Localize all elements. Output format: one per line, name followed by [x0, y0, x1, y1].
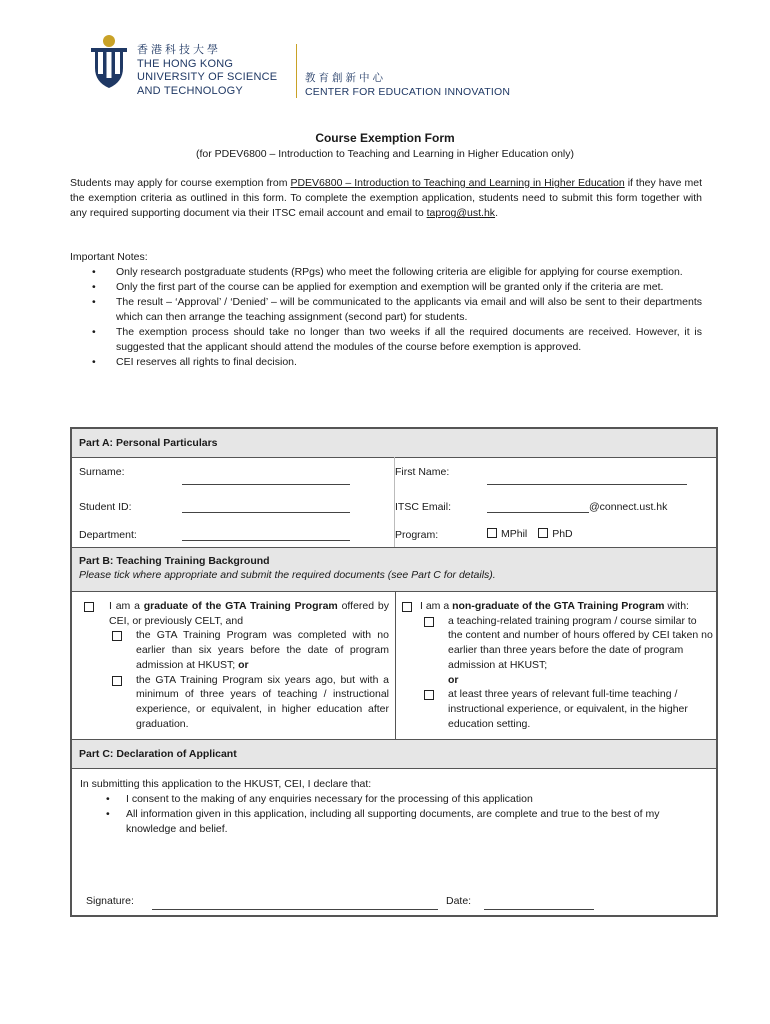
note-item: • CEI reserves all rights to final decision.: [70, 355, 702, 370]
student-id-input[interactable]: [182, 512, 350, 513]
non-graduate-sub2-label: at least three years of relevant full-time teaching / instructional experience, or equivalent, in the higher education setting.: [448, 688, 688, 730]
phd-label: PhD: [552, 528, 573, 540]
department-label: Department:: [79, 529, 137, 541]
non-graduate-suboption-1: [402, 614, 714, 688]
non-graduate-row: [402, 599, 714, 614]
graduate-option: [84, 599, 389, 731]
header-divider: [296, 44, 297, 98]
non-graduate-checkbox[interactable]: [402, 602, 412, 612]
part-b-heading: Part B: Teaching Training Background: [79, 555, 270, 567]
non-graduate-sub1-label: a teaching-related training program / course similar to the content and number of hours offered by CEI taken no earlier than three years before the date of program admission at HKUST;: [448, 614, 713, 671]
graduate-sub2-checkbox[interactable]: [112, 676, 122, 686]
graduate-row: [84, 599, 389, 628]
part-a-column-divider: [394, 457, 395, 547]
intro-text-2: if they have met the exemption criteria as outlined in this form. To complete the exemption application, students need to submit this form together with any required supporting document via their ITSC email account and email to: [70, 177, 703, 219]
part-a-heading: Part A: Personal Particulars: [79, 437, 218, 449]
form-subtitle: (for PDEV6800 – Introduction to Teaching and Learning in Higher Education only): [195, 148, 575, 160]
date-input[interactable]: [484, 909, 594, 910]
center-name: [305, 72, 510, 99]
graduate-sub1-text: [136, 628, 389, 672]
graduate-intro-a: I am a: [109, 600, 144, 612]
center-chinese-name: 教育創新中心: [305, 72, 386, 84]
graduate-sub1-label: the GTA Training Program was completed with no earlier than six years before the date of program admission at HKUST;: [136, 629, 389, 671]
note-item: • Only research postgraduate students (RPgs) who meet the following criteria are eligible for applying for course exemption.: [70, 265, 702, 280]
university-name-line2: UNIVERSITY OF SCIENCE: [137, 71, 278, 83]
part-a-header: [72, 429, 716, 458]
exemption-form-table: [70, 427, 718, 917]
intro-paragraph: [70, 176, 702, 221]
mphil-label: MPhil: [501, 528, 528, 540]
program-label: Program:: [395, 529, 439, 541]
university-name-line3: AND TECHNOLOGY: [137, 84, 243, 97]
graduate-intro-b: offered by CEI, or previously CELT, and: [109, 600, 389, 627]
form-title: Course Exemption Form: [315, 131, 455, 145]
part-b-column-divider: [395, 591, 396, 739]
first-name-input[interactable]: [487, 484, 687, 485]
intro-text-3: .: [495, 207, 498, 219]
graduate-intro-bold: graduate of the GTA Training Program: [143, 600, 338, 612]
student-id-label: Student ID:: [79, 501, 132, 513]
note-item: • The exemption process should take no longer than two weeks if all the required documents are received. However, it is suggested that the applicant should attend the modules of the course before exemption is approved.: [70, 325, 702, 355]
part-b-instruction: Please tick where appropriate and submit the required documents (see Part C for details).: [79, 569, 496, 581]
declaration-item: • All information given in this application, including all supporting documents, are complete and true to the best of my knowledge and belief.: [80, 807, 708, 837]
university-name-line1: THE HONG KONG: [137, 57, 234, 70]
surname-label: Surname:: [79, 466, 125, 478]
mphil-checkbox[interactable]: [487, 528, 497, 538]
graduate-sub2-label: the GTA Training Program six years ago, but with a minimum of three years of teaching / instructional experience, or equivalent, in higher education after graduation.: [136, 673, 389, 730]
note-item: • Only the first part of the course can be applied for exemption and exemption will be granted only if the criteria are met.: [70, 280, 702, 295]
itsc-email-input[interactable]: [487, 512, 589, 513]
graduate-checkbox[interactable]: [84, 602, 94, 612]
itsc-email-label: ITSC Email:: [395, 501, 452, 513]
email-domain-suffix: @connect.ust.hk: [589, 501, 668, 513]
phd-checkbox[interactable]: [538, 528, 548, 538]
note-item: • The result – ‘Approval’ / ‘Denied’ – will be communicated to the applicants via email and will also be sent to their departments which can then arrange the teaching assignment (second part) for students.: [70, 295, 702, 325]
graduate-suboption-1: [84, 628, 389, 672]
non-graduate-intro-a: I am a: [420, 600, 453, 612]
part-b-header: [72, 547, 716, 592]
notes-list: [70, 265, 702, 370]
non-graduate-option: [402, 599, 714, 731]
hkust-logo: [88, 34, 130, 92]
intro-text-1: Students may apply for course exemption from: [70, 177, 291, 189]
signature-input[interactable]: [152, 909, 438, 910]
non-graduate-sub1-or: or: [448, 673, 459, 686]
signature-label: Signature:: [86, 895, 134, 907]
non-graduate-sub2-checkbox[interactable]: [424, 690, 434, 700]
non-graduate-intro-bold: non-graduate of the GTA Training Program: [452, 600, 665, 612]
non-graduate-suboption-2: [402, 687, 714, 731]
non-graduate-intro-b: with:: [664, 600, 689, 612]
graduate-sub1-or: or: [238, 658, 249, 671]
graduate-sub1-checkbox[interactable]: [112, 631, 122, 641]
declaration-statement: In submitting this application to the HKUST, CEI, I declare that:: [80, 778, 372, 790]
declaration-section: [80, 777, 708, 837]
surname-input[interactable]: [182, 484, 350, 485]
declaration-list: [80, 792, 708, 837]
part-c-heading: Part C: Declaration of Applicant: [79, 748, 237, 760]
graduate-suboption-2: [84, 673, 389, 732]
date-label: Date:: [446, 895, 472, 907]
program-options: [487, 528, 573, 540]
notes-heading: Important Notes:: [70, 251, 148, 263]
course-link[interactable]: PDEV6800 – Introduction to Teaching and Learning in Higher Education: [290, 177, 625, 189]
non-graduate-sub1-checkbox[interactable]: [424, 617, 434, 627]
department-input[interactable]: [182, 540, 350, 541]
email-link[interactable]: taprog@ust.hk: [426, 207, 496, 219]
part-c-header: [72, 739, 716, 769]
non-graduate-text: [420, 599, 714, 614]
university-chinese-name: 香港科技大學: [137, 44, 221, 56]
graduate-text: [109, 599, 389, 628]
first-name-label: First Name:: [395, 466, 450, 478]
center-english-name: CENTER FOR EDUCATION INNOVATION: [305, 85, 511, 98]
declaration-item: • I consent to the making of any enquiries necessary for the processing of this application: [80, 792, 708, 807]
university-name: [137, 44, 277, 98]
